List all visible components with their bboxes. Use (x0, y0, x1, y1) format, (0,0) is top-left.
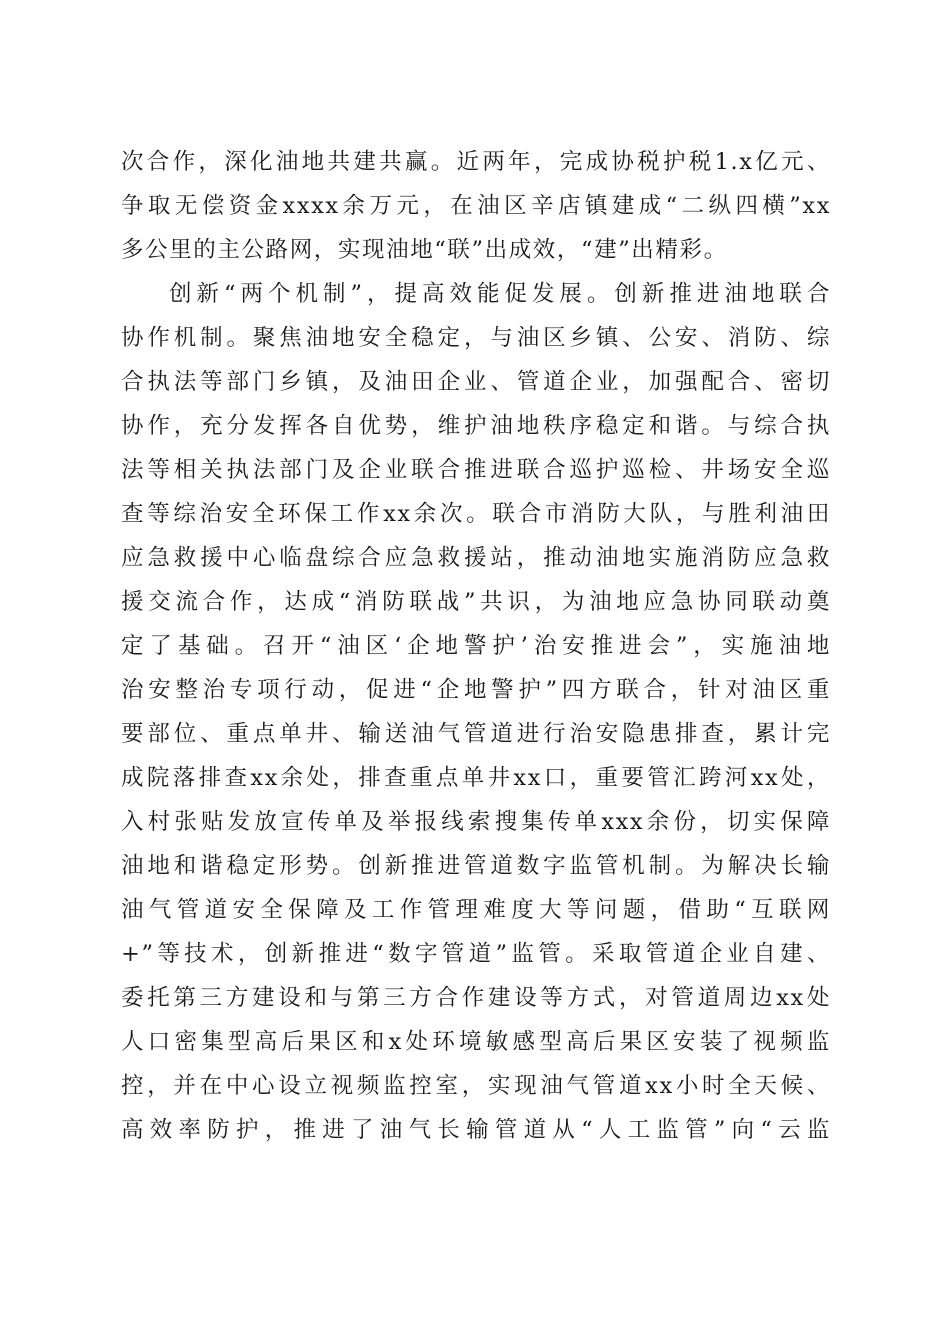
text-line: 高效率防护，推进了油气长输管道从“人工监管”向“云监 (121, 1117, 831, 1143)
text-line: 协作机制。聚焦油地安全稳定，与油区乡镇、公安、消防、综 (121, 325, 831, 351)
text-line: 油气管道安全保障及工作管理难度大等问题，借助“互联网 (121, 897, 831, 923)
text-line: 入村张贴发放宣传单及举报线索搜集传单xxx余份，切实保障 (121, 809, 831, 835)
text-line: 人口密集型高后果区和x处环境敏感型高后果区安装了视频监 (121, 1029, 831, 1055)
text-line: +”等技术，创新推进“数字管道”监管。采取管道企业自建、 (121, 941, 831, 967)
text-line: 争取无偿资金xxxx余万元，在油区辛店镇建成“二纵四横”xx (121, 193, 831, 219)
text-line: 治安整治专项行动，促进“企地警护”四方联合，针对油区重 (121, 677, 831, 703)
text-line: 协作，充分发挥各自优势，维护油地秩序稳定和谐。与综合执 (121, 413, 831, 439)
text-line: 定了基础。召开“油区‘企地警护’治安推进会”，实施油地 (121, 633, 831, 659)
body-text (121, 140, 831, 1152)
text-line: 查等综治安全环保工作xx余次。联合市消防大队，与胜利油田 (121, 501, 831, 527)
text-line: 援交流合作，达成“消防联战”共识，为油地应急协同联动奠 (121, 589, 831, 615)
paragraph-first-line: 创新“两个机制”，提高效能促发展。创新推进油地联合 (169, 281, 831, 307)
text-line: 次合作，深化油地共建共赢。近两年，完成协税护税1.x亿元、 (121, 149, 831, 175)
text-line: 成院落排查xx余处，排查重点单井xx口，重要管汇跨河xx处， (121, 765, 831, 791)
text-line: 委托第三方建设和与第三方合作建设等方式，对管道周边xx处 (121, 985, 831, 1011)
text-line: 合执法等部门乡镇，及油田企业、管道企业，加强配合、密切 (121, 369, 831, 395)
text-line: 要部位、重点单井、输送油气管道进行治安隐患排查，累计完 (121, 721, 831, 747)
text-line: 控，并在中心设立视频监控室，实现油气管道xx小时全天候、 (121, 1073, 831, 1099)
text-line: 法等相关执法部门及企业联合推进联合巡护巡检、井场安全巡 (121, 457, 831, 483)
text-line: 应急救援中心临盘综合应急救援站，推动油地实施消防应急救 (121, 545, 831, 571)
text-line: 多公里的主公路网，实现油地“联”出成效，“建”出精彩。 (121, 237, 728, 263)
text-line: 油地和谐稳定形势。创新推进管道数字监管机制。为解决长输 (121, 853, 831, 879)
